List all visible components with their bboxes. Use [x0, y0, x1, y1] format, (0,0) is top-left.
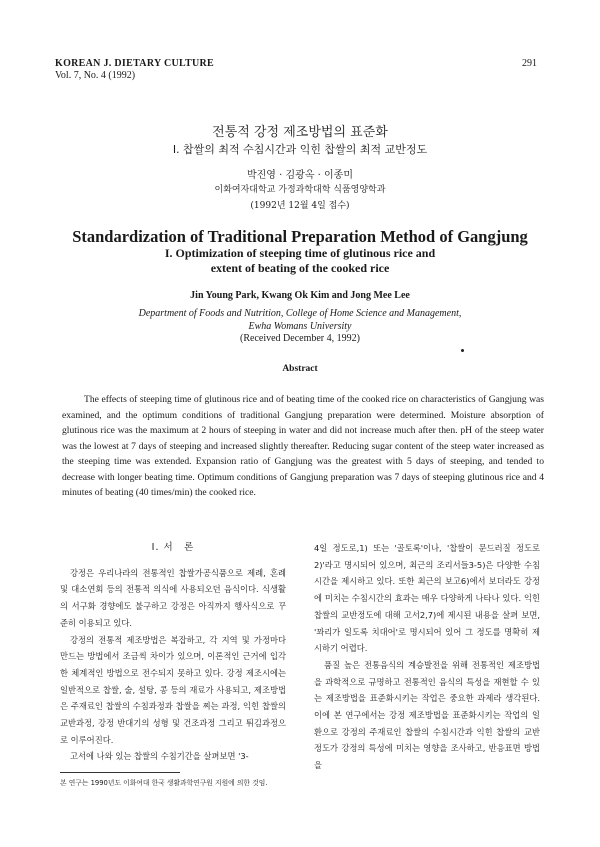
english-affiliation-line2: Ewha Womans University — [248, 321, 352, 332]
english-authors: Jin Young Park, Kwang Ok Kim and Jong Mee Lee — [190, 290, 410, 301]
left-paragraph-2: 강정의 전통적 제조방법은 복잡하고, 각 지역 및 가정마다 만드는 방법에서 조금씩 차이가 있으며, 이론적인 근거에 입각한 체계적인 방법으로 전수되지 못하고 있다. 강정 제조시에는 일반적으로 찹쌀, 술, 설탕, 콩 등의 재료가 사용되고, 제조방법은 주재료인 찹쌀의 수침과정과 찹쌀을 찌는 과정, 익힌 찹쌀의 교반과정, 강정 반대기의 성형 및 건조과정 그리고 튀김과정으로 이루어진다. — [60, 634, 286, 745]
journal-volume: Vol. 7, No. 4 (1992) — [55, 70, 136, 81]
english-subtitle-line2: extent of beating of the cooked rice — [210, 261, 390, 275]
journal-name: KOREAN J. DIETARY CULTURE — [55, 58, 215, 69]
page-number: 291 — [522, 58, 537, 69]
english-received-date: (Received December 4, 1992) — [240, 333, 360, 344]
english-affiliation-line1: Department of Foods and Nutrition, College of Home Science and Management, — [138, 308, 462, 319]
korean-affiliation: 이화여자대학교 가정과학대학 식품영양학과 — [214, 185, 386, 195]
english-subtitle-line1: I. Optimization of steeping time of glutinous rice and — [164, 246, 436, 260]
english-subtitle — [0, 246, 600, 276]
left-paragraph-3: 고서에 나와 있는 찹쌀의 수침기간을 살펴보면 '3- — [70, 751, 249, 762]
english-title: Standardization of Traditional Preparation Method of Gangjung — [72, 227, 528, 246]
footnote-rule — [60, 772, 180, 773]
korean-subtitle: I. 찹쌀의 최적 수침시간과 익힌 찹쌀의 최적 교반정도 — [172, 143, 428, 156]
korean-received-date: (1992년 12월 4일 접수) — [250, 201, 350, 211]
english-affiliation — [0, 307, 600, 333]
abstract-heading: Abstract — [282, 364, 318, 374]
body-right-column — [314, 540, 540, 774]
korean-title: 전통적 강정 제조방법의 표준화 — [212, 125, 388, 140]
left-paragraph-1: 강정은 우리나라의 전통적인 찹쌀가공식품으로 제례, 혼례 및 대소연회 등의 전통적 의식에 사용되오던 음식이다. 식생활의 서구화 경향에도 불구하고 강정은 아직까지 행사식으로 꾸준히 이용되고 있다. — [60, 567, 286, 628]
footnote: 본 연구는 1990년도 이화여대 한국 생활과학연구원 지원에 의한 것임. — [60, 779, 268, 787]
korean-authors: 박진영 · 김광옥 · 이종미 — [246, 170, 353, 181]
journal-header — [55, 58, 214, 82]
abstract-text: The effects of steeping time of glutinous rice and of beating time of the cooked rice on characteristics of Gangjung was examined, and the optimum conditions of traditional Gangjung preparation were determined. Moisture absorption of glutinous rice was the maximum at 2 hours of steeping in water and did not increase much after then. pH of the steep water was the lowest at 7 days of steeping and increased slightly thereafter. Reducing sugar content of the steep water increased as the steeping time was extended. Expansion ratio of Gangjung was the greatest with 5 days of steeping, and tended to decrease with longer beating time. Optimum conditions of Gangjung preparation was 7 days of steeping glutinous rice and 4 minutes of beating (40 times/min) the cooked rice. — [62, 394, 544, 498]
right-paragraph-2: 품질 높은 전통음식의 계승발전을 위해 전통적인 제조방법을 과학적으로 규명하고 전통적인 음식의 특성을 재현할 수 있는 제조방법을 표준화시키는 작업은 중요한 과제라 생각된다. 이에 본 연구에서는 강정 제조방법을 표준화시키는 작업의 일환으로 강정의 주재료인 찹쌀의 수침시간과 익힌 찹쌀의 교반정도가 강정의 특성에 미치는 영향을 조사하고, 반응표면 방법을 — [314, 659, 540, 771]
ink-speck — [461, 349, 464, 352]
body-left-column — [60, 540, 286, 765]
right-paragraph-1: 4일 정도로,1) 또는 '골토록'이나, '찹쌀이 문드러질 정도로2)'라고 명시되어 있으며, 최근의 조리서들3-5)은 다양한 수침시간을 제시하고 있다. 또한 최근의 보고6)에서 보더라도 강정에 미치는 수침시간의 효과는 매우 다양하게 나타나 있다. 익힌 찹쌀의 교반정도에 대해 고서2,7)에 제시된 내용을 살펴 보면, '꽈리가 일도록 치대어'로 명시되어 있어 그 정도를 명확히 제시하기 어렵다. — [314, 543, 540, 654]
section-heading-introduction: I. 서 론 — [151, 542, 195, 553]
